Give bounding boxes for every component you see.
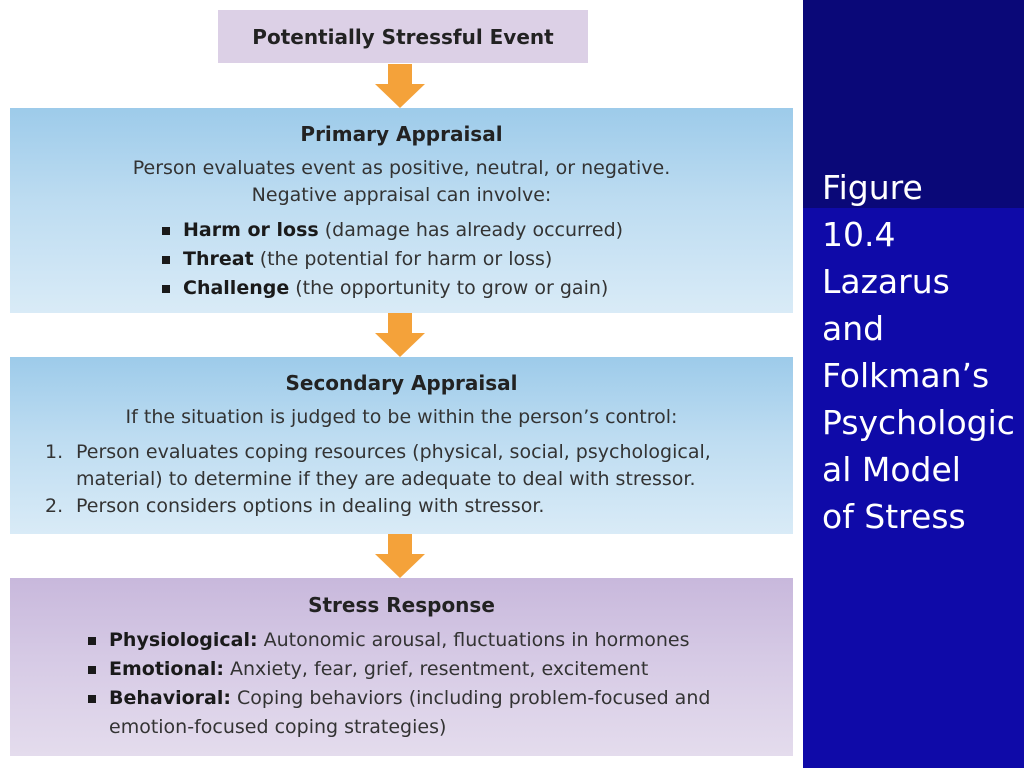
item-description: (damage has already occurred): [318, 219, 624, 241]
down-arrow-icon: [375, 534, 425, 578]
primary-appraisal-line2: Negative appraisal can involve:: [251, 184, 552, 206]
list-item: [10, 439, 750, 493]
secondary-appraisal-panel: [10, 357, 793, 534]
caption-line: Psychological Model: [822, 403, 1015, 489]
list-item: [109, 684, 749, 742]
item-term: Challenge: [183, 277, 290, 299]
item-term: Threat: [183, 248, 254, 270]
item-term: Harm or loss: [183, 219, 319, 241]
caption-sidebar: [803, 0, 1024, 768]
primary-appraisal-panel: [10, 108, 793, 313]
list-item: [183, 274, 623, 303]
stress-response-list: [109, 626, 749, 742]
item-term: Behavioral:: [109, 687, 231, 709]
secondary-appraisal-steps: [10, 439, 750, 520]
caption-line: and: [822, 309, 885, 348]
step-text: Person evaluates coping resources (physical, social, psychological, material) to determine if they are adequate to deal with stressor.: [76, 441, 711, 490]
primary-appraisal-line1: Person evaluates event as positive, neutral, or negative.: [132, 157, 671, 179]
item-description: (the potential for harm or loss): [253, 248, 553, 270]
item-term: Emotional:: [109, 658, 224, 680]
secondary-appraisal-title: Secondary Appraisal: [285, 371, 518, 395]
item-description: Anxiety, fear, grief, resentment, excitement: [223, 658, 649, 680]
step-text: Person considers options in dealing with stressor.: [76, 495, 545, 517]
stress-response-panel: [10, 578, 793, 756]
stress-response-title: Stress Response: [308, 593, 495, 617]
list-item: [109, 655, 749, 684]
list-item: [109, 626, 749, 655]
caption-line: Folkman’s: [822, 356, 990, 395]
step-number: 2.: [45, 495, 64, 517]
item-description: Autonomic arousal, fluctuations in hormones: [257, 629, 690, 651]
caption-line: of Stress: [822, 497, 966, 536]
secondary-appraisal-intro: If the situation is judged to be within the person’s control:: [125, 406, 678, 428]
primary-appraisal-title: Primary Appraisal: [300, 122, 503, 146]
down-arrow-icon: [375, 64, 425, 108]
item-term: Physiological:: [109, 629, 258, 651]
list-item: [183, 216, 623, 245]
caption-line: Lazarus: [822, 262, 950, 301]
caption-line: Figure: [822, 168, 923, 207]
caption-line: 10.4: [822, 215, 896, 254]
stressful-event-label: Potentially Stressful Event: [252, 24, 554, 49]
primary-appraisal-list: [183, 216, 623, 303]
item-description: Coping behaviors (including problem-focused and emotion-focused coping strategies): [109, 687, 711, 738]
list-item: [10, 493, 750, 520]
down-arrow-icon: [375, 313, 425, 357]
list-item: [183, 245, 623, 274]
step-number: 1.: [45, 441, 64, 463]
figure-caption: [822, 164, 1022, 540]
item-description: (the opportunity to grow or gain): [289, 277, 609, 299]
stressful-event-box: [218, 10, 588, 63]
